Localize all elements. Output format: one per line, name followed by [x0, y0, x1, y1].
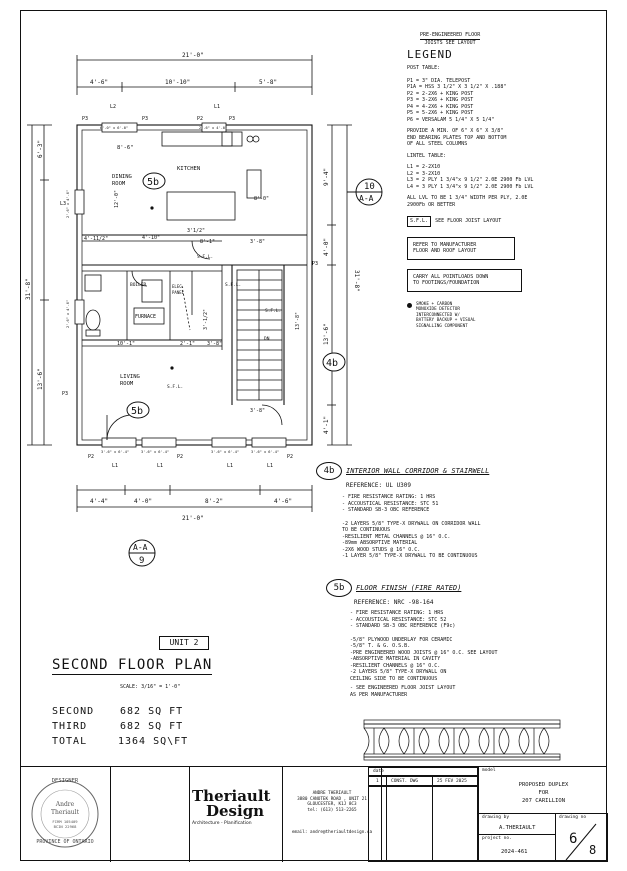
logo-sub-text: Design: [206, 802, 265, 820]
inner-dim: 3'-8": [207, 341, 223, 347]
post-row: P6 = VERSALAM 5 1/4" X 5 1/4": [407, 116, 495, 123]
pointload-note-line: TO FOOTINGS/FOUNDATION: [413, 280, 480, 286]
post-row: P5 = 5-2X6 + KING POST: [407, 110, 474, 116]
note-4b-ratings: [342, 494, 576, 514]
area-value: 682 SQ FT: [120, 721, 184, 732]
revision-no: 1: [376, 779, 379, 784]
note-5b-extra: [350, 685, 576, 698]
dim-right-seg1: 9'-4": [323, 167, 330, 186]
area-label: SECOND: [52, 706, 95, 717]
inner-dim: 8'-0": [254, 196, 270, 202]
drawing-by-value: A.THERIAULT: [499, 825, 536, 831]
lvl-note-line: ALL LVL TO BE 1 3/4" WIDTH PER PLY, 2.0E: [407, 195, 528, 201]
post-tag: P2: [88, 454, 95, 460]
header-note-line: JOISTS SEE LAYOUT: [420, 39, 480, 47]
header-note: [420, 32, 480, 46]
inner-dim: 10'-1": [117, 341, 136, 347]
post-tag: P2: [177, 454, 184, 460]
room-label-elec-2: PANEL: [172, 290, 185, 295]
dim-bottom-seg2: 4'-0": [134, 498, 153, 505]
post-row: P2 = 2-2X6 + KING POST: [407, 90, 474, 97]
plan-title: SECOND FLOOR PLAN: [52, 657, 213, 673]
lvl-note-line: 2900Fb OR BETTER: [407, 201, 456, 208]
contact-line: ANDRE THERIAULT: [312, 791, 352, 796]
logo-cell: [110, 767, 190, 862]
room-label-living-2: ROOM: [120, 381, 134, 387]
sheet-total: 8: [589, 843, 597, 857]
dim-left-seg1: 6'-3": [37, 139, 44, 158]
lvl-note: [407, 195, 557, 208]
rating-line: - ACCOUSTICAL RESISTANCE: STC 51: [342, 500, 439, 507]
pointload-note-box: [407, 269, 522, 292]
layer-line: -ABSORPTIVE MATERIAL IN CAVITY: [350, 656, 441, 662]
inner-dim: 8'-1": [200, 239, 216, 245]
post-tag: P2: [197, 116, 204, 122]
note-5b: [326, 579, 576, 698]
logo-main-text: Theriault: [192, 787, 271, 805]
drawing-by-label: drawing by: [482, 815, 510, 820]
sfl-tag-2: S.F.L.: [225, 283, 242, 288]
smoke-note-line: MONOXIDE DETECTOR: [416, 307, 460, 312]
inner-dim: 13'-8": [295, 311, 301, 330]
legend-title: LEGEND: [407, 48, 453, 61]
post-table: [407, 78, 557, 124]
marker-5b: 5b: [147, 177, 160, 188]
lintel-tag: L1: [214, 104, 221, 110]
project-no-cell: [478, 834, 556, 862]
lintel-row: L1 = 2-2X10: [407, 164, 441, 170]
project-no-label: project no.: [482, 836, 512, 841]
layer-line: -5/8" T. & G. O.S.B.: [350, 643, 411, 649]
provide-note-line: END BEARING PLATES TOP AND BOTTOM: [407, 134, 507, 141]
room-label-living: LIVING: [120, 374, 140, 380]
area-row: [52, 721, 188, 736]
inner-dim: 2'-1": [180, 341, 196, 347]
smoke-detector-icon: [407, 303, 412, 308]
drawing-no-cell: [555, 813, 608, 862]
project-title-line: FOR: [538, 790, 549, 796]
area-value: 1364 SQ\FT: [118, 736, 189, 747]
floor-assembly-section: [362, 718, 562, 762]
smoke-note-line: INTERCONNECTED W/: [416, 312, 460, 318]
window-size-label: 2'-6" x 4'-0": [66, 299, 70, 328]
dim-bottom-overall: 21'-0": [182, 515, 204, 522]
contact-line: 3880 CANOTEK ROAD , UNIT 21: [297, 796, 367, 802]
project-title-line: PROPOSED DUPLEX: [518, 782, 569, 788]
dim-right-seg2: 4'-0": [323, 237, 330, 256]
dim-bottom-seg3: 8'-2": [205, 498, 224, 505]
sfl-legend-text: SEE FLOOR JOIST LAYOUT: [435, 218, 502, 224]
section-marker-top-id: A-A: [359, 194, 374, 203]
area-row: [52, 706, 188, 721]
inner-dim: 12'-0": [114, 189, 120, 208]
layer-line: -2X6 WOOD STUDS @ 16" O.C.: [342, 546, 421, 553]
window-size-label: 3'-6" x 6'-4": [141, 450, 170, 454]
note-4b: [316, 462, 576, 560]
lintel-tag: L3: [60, 201, 67, 207]
plan-scale: SCALE: 3/16" = 1'-0": [120, 684, 181, 690]
note-5b-ratings: [350, 610, 576, 630]
lintel-tag: L1: [112, 463, 119, 469]
dim-left-seg2: 13'-6": [37, 368, 44, 390]
pointload-note-line: CARRY ALL POINTLOADS DOWN: [413, 273, 489, 280]
lintel-row: L3 = 2 PLY 1 3/4"x 9 1/2" 2.0E 2900 Fb LVL: [407, 177, 534, 183]
rating-line: - STANDARD SB-3 OBC REFERENCE: [342, 507, 430, 513]
note-5b-reference: REFERENCE: NRC -98-164: [354, 599, 434, 606]
title-block: [20, 766, 607, 862]
room-label-boiler: BOILER: [130, 283, 147, 288]
dim-top-seg3: 5'-8": [259, 79, 278, 86]
legend: [407, 48, 557, 329]
post-row: P1A = HSS 3 1/2" X 3 1/2" X .188": [407, 84, 507, 90]
unit-label: UNIT 2: [159, 636, 209, 650]
sfl-legend: [407, 216, 557, 227]
dim-top-seg2: 10'-10": [165, 79, 191, 86]
lintel-tag: L2: [110, 104, 117, 110]
layer-line: CEILING SIDE TO BE CONTINUOUS: [350, 675, 438, 682]
window-size-label: 3'-6" x 6'-4": [101, 450, 130, 454]
revision-desc: CONST. DWG: [391, 779, 419, 784]
sfl-legend-tag: S.F.L.: [407, 216, 431, 227]
seal-bottom-text: PROVINCE OF ONTARIO: [36, 839, 94, 845]
inner-dim: 3'-8": [250, 408, 266, 414]
note-4b-layers: [342, 521, 576, 560]
dim-right-overall: 31'-8": [353, 270, 360, 292]
provide-note-line: PROVIDE A MIN. OF 6" X 6" X 3/8": [407, 128, 504, 134]
seal-firm: FIRM 105409: [52, 819, 78, 824]
room-label-dining: DINING: [112, 174, 132, 180]
section-marker-bottom-number: 9: [139, 556, 145, 566]
dim-right-seg4: 4'-1": [323, 415, 330, 434]
room-label-furnace: FURNACE: [135, 314, 157, 320]
seal-name: Andre: [55, 801, 75, 808]
smoke-detector-legend: [407, 302, 557, 330]
post-row: P4 = 4-2X6 + KING POST: [407, 103, 474, 110]
lintel-table-title: LINTEL TABLE:: [407, 152, 447, 159]
project-title-cell: [478, 767, 608, 862]
dim-right-seg3: 13'-6": [323, 323, 330, 345]
layer-line: -RESILIENT CHANNELS @ 16" O.C.: [350, 662, 441, 669]
manufacturer-note-line: FLOOR AND ROOF LAYOUT: [413, 248, 477, 254]
window-size-label: 3'-6" x 6'-4": [251, 450, 280, 454]
rating-line: - STANDARD SB-3 OBC REFERENCE (F9c): [350, 623, 456, 629]
room-label-kitchen: KITCHEN: [177, 166, 201, 172]
rating-line: - FIRE RESISTANCE RATING: 1 HRS: [342, 494, 436, 500]
lintel-row: L2 = 3-2X10: [407, 170, 441, 177]
project-title: [479, 781, 608, 805]
seal-top-text: DESIGNER: [51, 778, 79, 784]
manufacturer-note-box: [407, 237, 515, 260]
extra-line: - SEE ENGINEERED FLOOR JOIST LAYOUT: [350, 685, 456, 691]
dim-bottom-seg1: 4'-4": [90, 498, 109, 505]
smoke-note-line: SMOKE + CARBON: [416, 301, 453, 307]
post-row: P3 = 3-2X6 + KING POST: [407, 97, 474, 103]
dim-left-overall: 31'-8": [25, 278, 32, 300]
post-table-title: POST TABLE:: [407, 65, 441, 71]
designer-seal-cell: [20, 767, 111, 862]
drawing-by-cell: [478, 813, 556, 835]
section-marker-bottom-id: A-A: [133, 543, 148, 552]
header-note-line: PRE-ENGINEERED FLOOR: [420, 32, 481, 38]
manufacturer-note-line: REFER TO MANUFACTURER: [413, 241, 477, 248]
rating-line: - ACCOUSTICAL RESISTANCE: STC 52: [350, 616, 447, 623]
extra-line: AS PER MANUFACTURER: [350, 691, 408, 698]
lintel-tag: L1: [267, 463, 274, 469]
inner-dim: 3'-1/2": [203, 308, 209, 330]
dim-top-seg1: 4'-6": [90, 79, 109, 86]
provide-note: [407, 128, 557, 148]
model-label: model: [482, 768, 496, 773]
layer-line: -2 LAYERS 5/8" TYPE-X DRYWALL ON CORRIDOR WALL: [342, 520, 481, 527]
sfl-tag-1: S.F.L.: [197, 255, 214, 260]
smoke-note-line: SIGNALLING COMPONENT: [416, 323, 468, 329]
lintel-table: [407, 164, 557, 190]
marker-4b: 4b: [326, 358, 339, 369]
dim-bottom-seg4: 4'-6": [274, 498, 293, 505]
post-tag: P2: [287, 454, 294, 460]
dim-top-overall: 21'-0": [182, 52, 204, 59]
logo-tagline: Architecture - Planification: [192, 821, 252, 826]
section-marker-top-number: 10: [364, 182, 375, 192]
layer-line: -5/8" PLYWOOD UNDERLAY FOR CERAMIC: [350, 636, 453, 643]
seal-name-2: Theriault: [51, 809, 79, 816]
room-label-dining-2: ROOM: [112, 181, 126, 187]
post-tag: P3: [82, 116, 89, 122]
note-5b-title: FLOOR FINISH (FIRE RATED): [356, 584, 462, 592]
layer-line: TO BE CONTINUOUS: [342, 527, 391, 533]
note-4b-title: INTERIOR WALL CORRIDOR & STAIRWELL: [346, 467, 490, 475]
sheet-divider-line: [556, 814, 609, 863]
contact-email: email: andre@theriaultdesign.ca: [291, 830, 373, 835]
contact-cell: [282, 767, 382, 862]
inner-dim: 4'-11/2": [84, 236, 109, 242]
room-label-elec: ELEC.: [172, 284, 185, 289]
inner-dim: 8'-6": [117, 145, 134, 151]
note-4b-tag: 4b: [316, 462, 342, 480]
lintel-row: L4 = 3 PLY 1 3/4"x 9 1/2" 2.0E 2900 Fb LVL: [407, 183, 534, 190]
provide-note-line: OF ALL STEEL COLUMNS: [407, 141, 468, 147]
project-title-line: 207 CARILLION: [521, 798, 566, 804]
post-row: P1 = 3" DIA. TELEPOST: [407, 77, 471, 84]
area-row: [52, 736, 188, 751]
layer-line: -2 LAYERS 5/8" TYPE-X DRYWALL ON: [350, 669, 447, 675]
revision-date-header: date: [373, 769, 384, 774]
contact-block: [283, 791, 381, 813]
post-tag: P3: [229, 116, 236, 122]
seal-bcin: BCIN 22968: [53, 824, 77, 829]
lintel-tag: L1: [157, 463, 164, 469]
marker-5b: 5b: [131, 406, 144, 417]
sheet-number: 6: [569, 831, 578, 847]
layer-line: -RESILIENT METAL CHANNELS @ 16" O.C.: [342, 533, 451, 540]
inner-dim: 4'-10": [142, 235, 161, 241]
project-no-value: 2024-461: [501, 849, 528, 855]
revision-date: 25 FEV 2025: [437, 779, 467, 784]
revision-table: [368, 767, 478, 862]
revision-header-row: [368, 767, 478, 776]
lintel-tag: L1: [227, 463, 234, 469]
revision-row: [368, 776, 478, 786]
sfl-tag-3: S.F.L.: [167, 385, 184, 390]
contact-line: GLOUCESTER, K1J 8C3: [307, 802, 357, 807]
inner-dim: 3'1/2": [187, 228, 206, 234]
area-value: 682 SQ FT: [120, 706, 184, 717]
window-size-label: 3'-6" x 6'-4": [211, 450, 240, 454]
area-table: [52, 706, 188, 751]
post-tag: P3: [62, 391, 69, 397]
drawing-no-label: drawing no: [559, 815, 587, 820]
post-tag: P3: [312, 261, 319, 267]
rating-line: - FIRE RESISTANCE RATING: 1 HRS: [350, 610, 444, 616]
area-label: TOTAL: [52, 736, 88, 747]
post-tag: P3: [142, 116, 149, 122]
note-5b-layers: [350, 637, 576, 683]
sfl-tag-4: S.F.L.: [265, 309, 282, 314]
note-5b-tag: 5b: [326, 579, 352, 597]
stair-dn-label: DN: [264, 337, 270, 342]
revision-empty-rows: [368, 786, 478, 862]
layer-line: -PRE ENGINEERED WOOD JOISTS @ 16" O.C. SEE LAYOUT: [350, 649, 498, 656]
window-size-label: 2'-6" x 4'-0": [66, 189, 70, 218]
layer-line: -1 LAYER 5/8" TYPE-X DRYWALL TO BE CONTINUOUS: [342, 553, 478, 559]
company-logo: [192, 789, 282, 826]
note-4b-reference: REFERENCE: UL U309: [346, 482, 412, 489]
contact-line: tel: (613) 513-2265: [307, 807, 357, 813]
smoke-note-line: BATTERY BACKUP + VISUAL: [416, 318, 476, 323]
layer-line: -89mm ABSORPTIVE MATERIAL: [342, 540, 418, 546]
inner-dim: 3'-8": [250, 239, 266, 245]
area-label: THIRD: [52, 721, 88, 732]
window-size-label: 2'-6" x 4'-0": [199, 126, 228, 130]
window-size-label: 6'-0" x 6'-0": [100, 126, 129, 130]
